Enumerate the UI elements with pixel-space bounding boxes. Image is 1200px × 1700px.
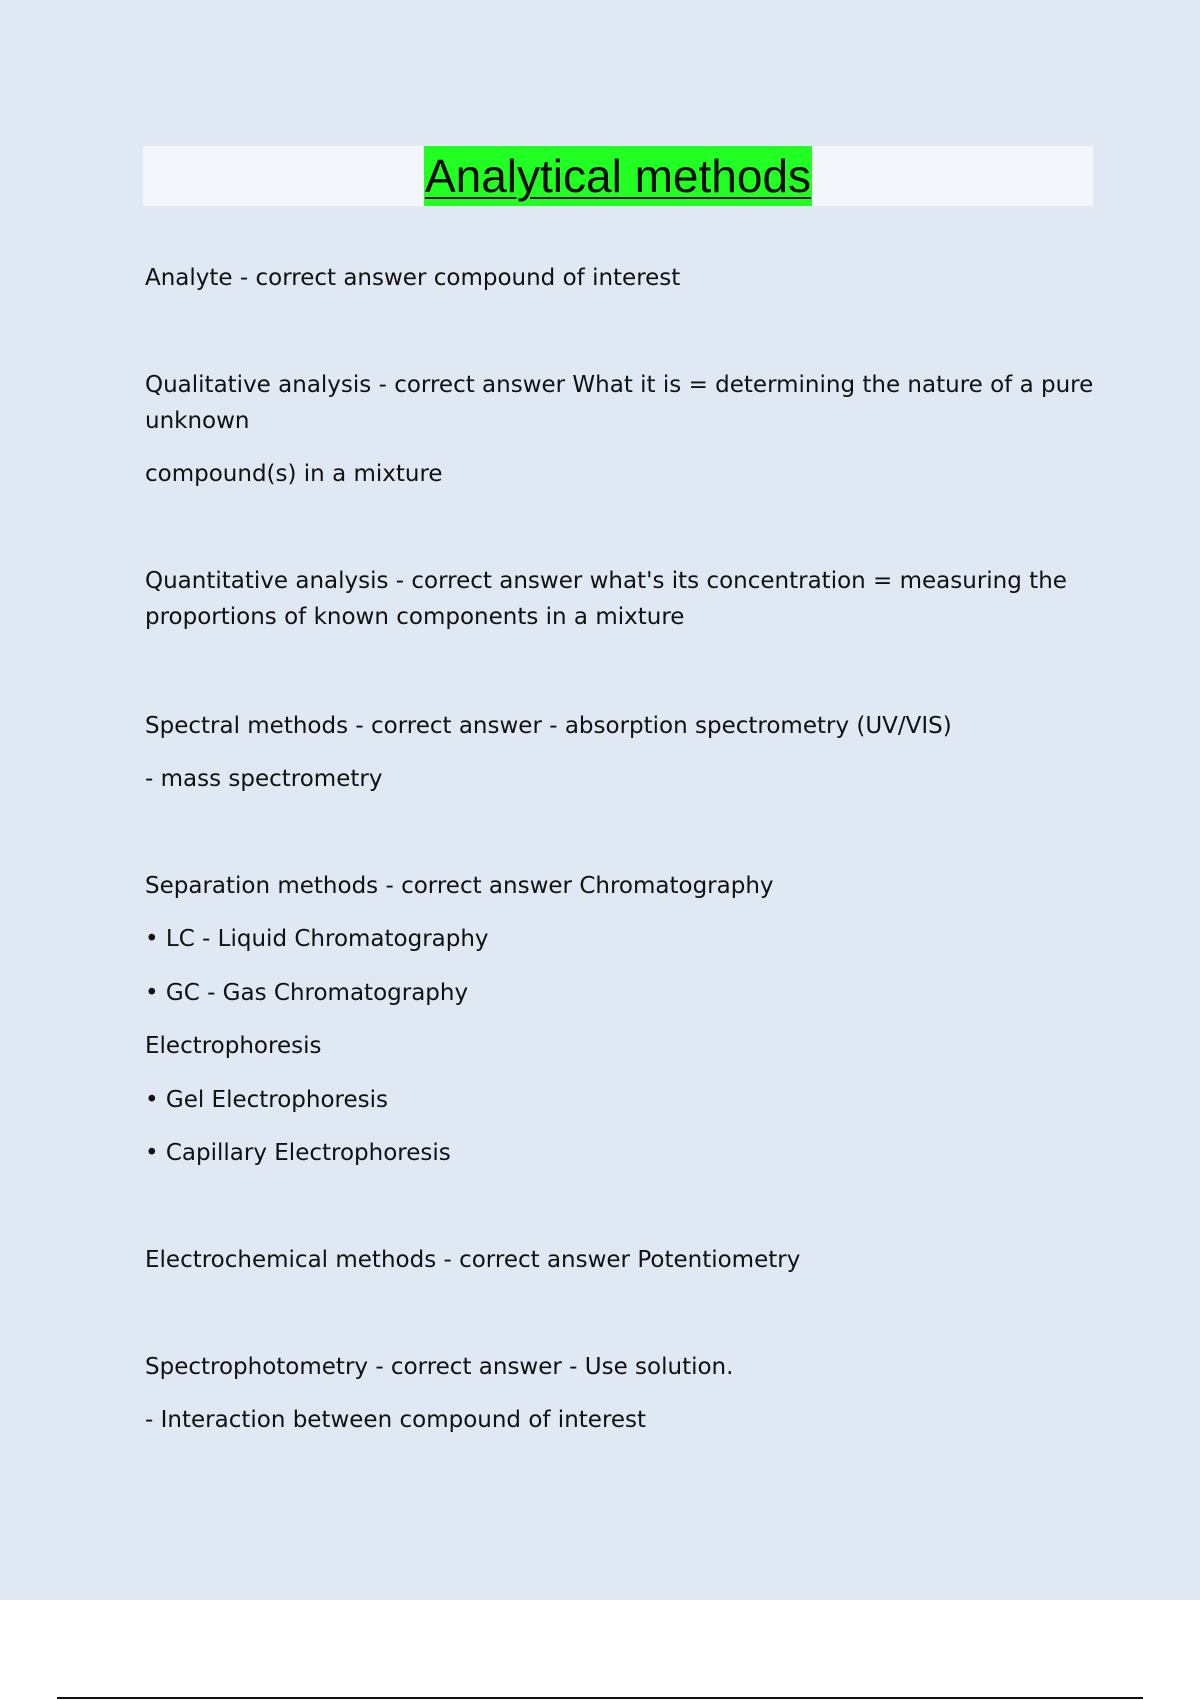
separation-methods-subheading: Electrophoresis [145, 1033, 322, 1059]
separation-methods-item: • Capillary Electrophoresis [145, 1140, 451, 1166]
definition-separation-methods: Separation methods - correct answer Chromatography [145, 873, 774, 899]
definition-qualitative-analysis-continued: compound(s) in a mixture [145, 461, 443, 487]
definition-electrochemical-methods: Electrochemical methods - correct answer Potentiometry [145, 1247, 801, 1273]
definition-qualitative-analysis: Qualitative analysis - correct answer What it is = determining the nature of a pure unknown [145, 372, 1094, 434]
page-title: Analytical methods [424, 146, 812, 206]
definition-spectrophotometry: Spectrophotometry - correct answer - Use solution. [145, 1354, 734, 1380]
footer-divider [57, 1697, 1143, 1699]
definition-quantitative-analysis: Quantitative analysis - correct answer what's its concentration = measuring the proportions of known components in a mixture [145, 568, 1067, 630]
separation-methods-item: • Gel Electrophoresis [145, 1087, 389, 1113]
separation-methods-item: • LC - Liquid Chromatography [145, 926, 489, 952]
separation-methods-item: • GC - Gas Chromatography [145, 980, 469, 1006]
spectral-methods-item: - mass spectrometry [145, 766, 383, 792]
definition-analyte: Analyte - correct answer compound of interest [145, 265, 681, 291]
spectrophotometry-item: - Interaction between compound of interest [145, 1407, 647, 1433]
definition-spectral-methods: Spectral methods - correct answer - absorption spectrometry (UV/VIS) [145, 713, 952, 739]
title-band [143, 146, 1093, 206]
